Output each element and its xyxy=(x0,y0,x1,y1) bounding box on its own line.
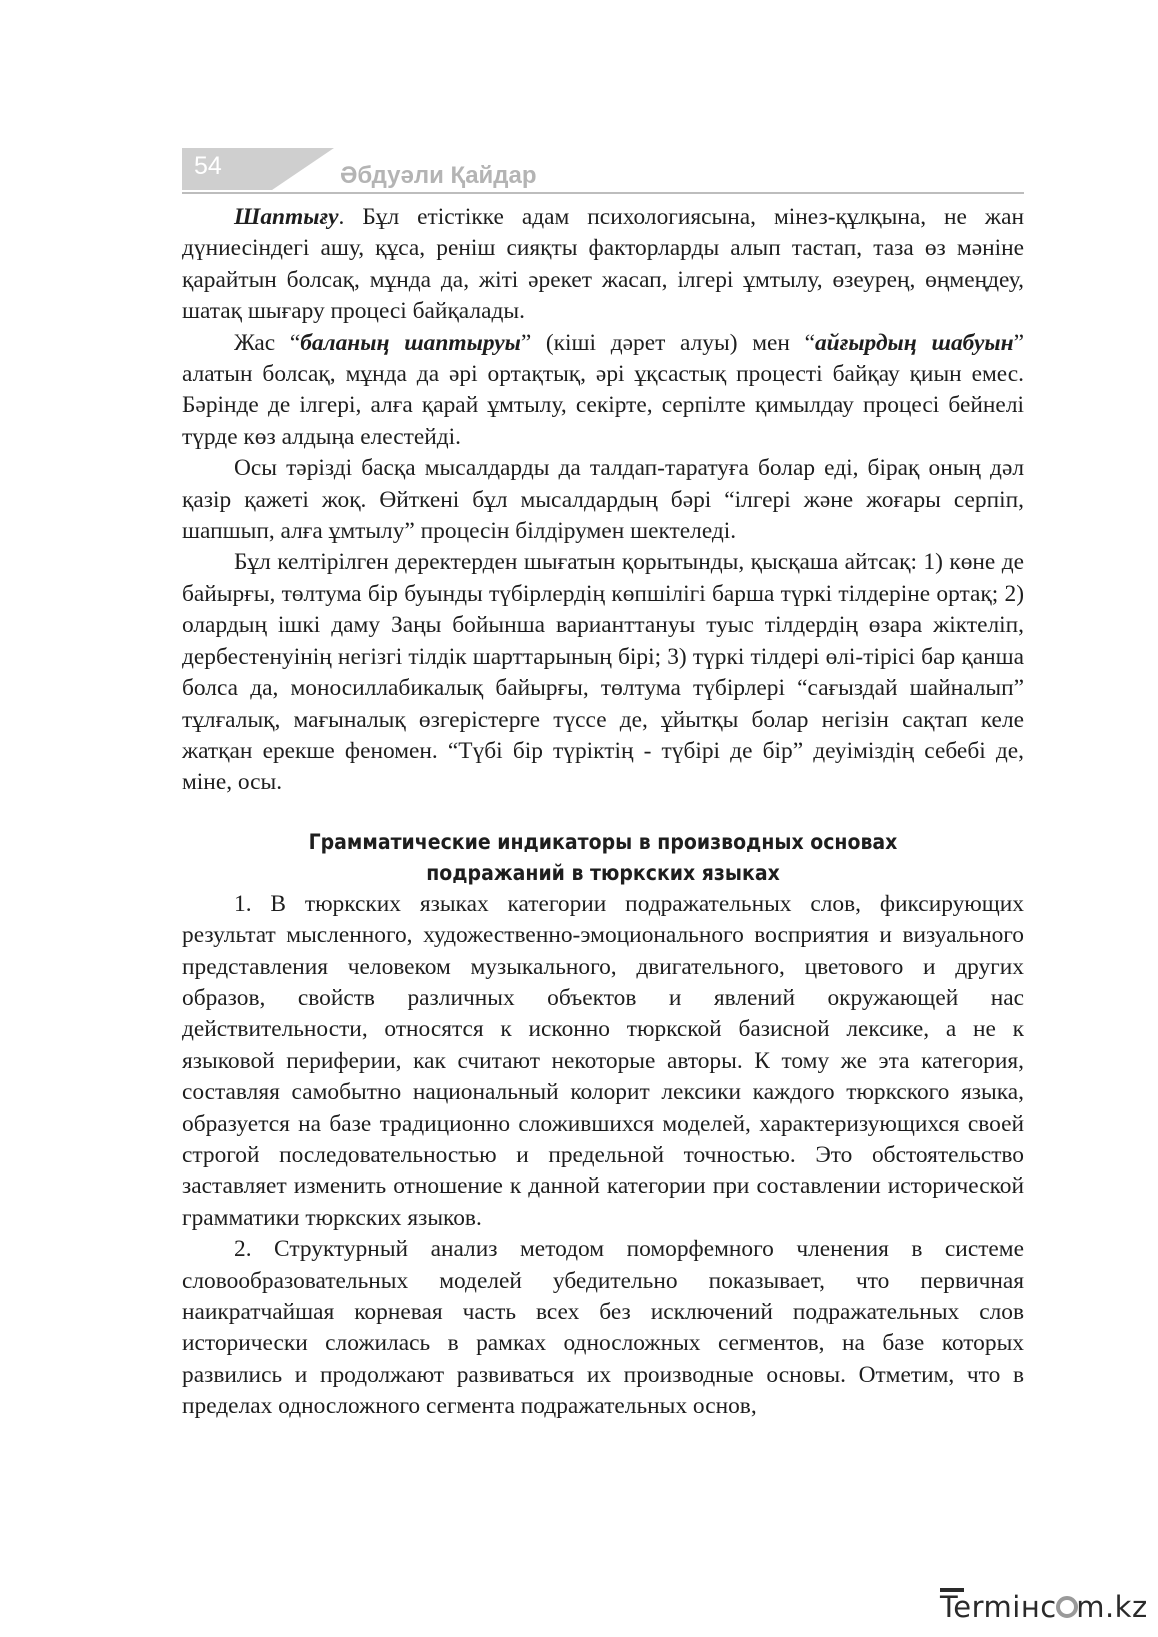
page-body xyxy=(182,202,1024,1423)
paragraph-text: ” алатын болсақ, мұнда да әрі ортақтық, әрі ұқсастық процесті байқау қиын емес. Бәрінде де ілгері, алға қарай ұмтылу, секірте, серпілте қимылдау процесі бейнелі түрде көз алдыңа елестейді. xyxy=(182,329,1024,450)
section-heading xyxy=(224,827,982,889)
term-shaptygu: Шаптығу xyxy=(234,204,339,230)
section-heading-line-1: Грамматические индикаторы в производных основах xyxy=(308,829,898,854)
paragraph-text: Жас “ xyxy=(234,329,301,356)
paragraph-text: . Бұл етістікке адам психологиясына, мінез-құлқына, не жан дүниесіндегі ашу, құса, реніш сияқты факторларды алып тастап, таза өз мәніне қарайтын болсақ, мұнда да, жіті әрекет жасап, ілгері ұмтылу, өзеурең, өңмеңдеу, шатақ шығару процесі байқалады. xyxy=(182,204,1024,325)
page-number-tab-wedge xyxy=(272,148,334,190)
header-rule xyxy=(182,192,1024,194)
term-balanyn-shaptyruy: баланың шаптыруы xyxy=(300,329,521,356)
running-head-author: Әбдуәли Қайдар xyxy=(340,162,537,189)
paragraph-shaptygu xyxy=(182,202,1024,328)
watermark-logo xyxy=(940,1588,1148,1628)
paragraph-conclusion: Бұл келтірілген деректерден шығатын қорытынды, қысқаша айтсақ: 1) көне де байырғы, төлтума бір буынды түбірлердің көпшілігі барша түркі тілдеріне ортақ; 2) олардың ішкі даму Заңы бойынша варианттануы туыс тілдердің өзара жіктеліп, дербестенуінің негізгі тілдік шарттарының бірі; 3) түркі тілдері өлі-тірісі бар қанша болса да, моносиллабикалық байырғы, төлтума түбірлері “сағыздай шайналып” тұлғалық, мағыналық өзгерістерге түссе де, ұйытқы болар негізін сақтап келе жатқан ерекше феномен. “Түбі бір түріктің - түбірі де бір” деуіміздің себебі де, міне, осы. xyxy=(182,549,1024,796)
term-aigyrdyn-shabuyn: айғырдың шабуын xyxy=(814,329,1014,356)
page-number: 54 xyxy=(194,152,222,180)
watermark-text xyxy=(940,1590,1148,1624)
paragraph-balanyn xyxy=(182,328,1024,454)
paragraph-osy: Осы тәрізді басқа мысалдарды да талдап-таратуға болар еді, бірақ оның дәл қазір қажеті жоқ. Өйткені бұл мысалдардың бәрі “ілгері және жоғары серпіп, шапшып, алға ұмтылу” процесін білдірумен шектеледі. xyxy=(182,455,1024,545)
section-heading-line-2: подражаний в тюркских языках xyxy=(426,860,780,885)
paragraph-text: ” (кіші дәрет алуы) мен “ xyxy=(520,329,815,356)
watermark-text-part-1: Termінc xyxy=(940,1590,1057,1624)
watermark-ring-icon xyxy=(1056,1596,1078,1618)
watermark-text-part-2: m.kz xyxy=(1076,1590,1148,1624)
paragraph-point-1: 1. В тюркских языках категории подражательных слов, фиксирующих результат мысленного, художественно-эмоционального восприятия и визуального представления человеком музыкального, двигательного, цветового и других образов, свойств различных объектов и явлений окружающей нас действительности, относятся к исконно тюркской базисной лексике, а не к языковой периферии, как считают некоторые авторы. К тому же эта категория, составляя самобытно национальный колорит лексики каждого тюркского языка, образуется на базе традиционно сложившихся моделей, характеризующихся своей строгой последовательностью и предельной точностью. Это обстоятельство заставляет изменить отношение к данной категории при составлении исторической грамматики тюркских языков. xyxy=(182,890,1024,1231)
paragraph-point-2: 2. Структурный анализ методом поморфемного членения в системе словообразовательных моделей убедительно показывает, что первичная наикратчайшая корневая часть всех без исключений подражательных слов исторически сложилась в рамках односложных сегментов, на базе которых развились и продолжают развиваться их производные основы. Отметим, что в пределах односложного сегмента подражательных основ, xyxy=(182,1236,1024,1420)
page-header xyxy=(182,148,1024,196)
